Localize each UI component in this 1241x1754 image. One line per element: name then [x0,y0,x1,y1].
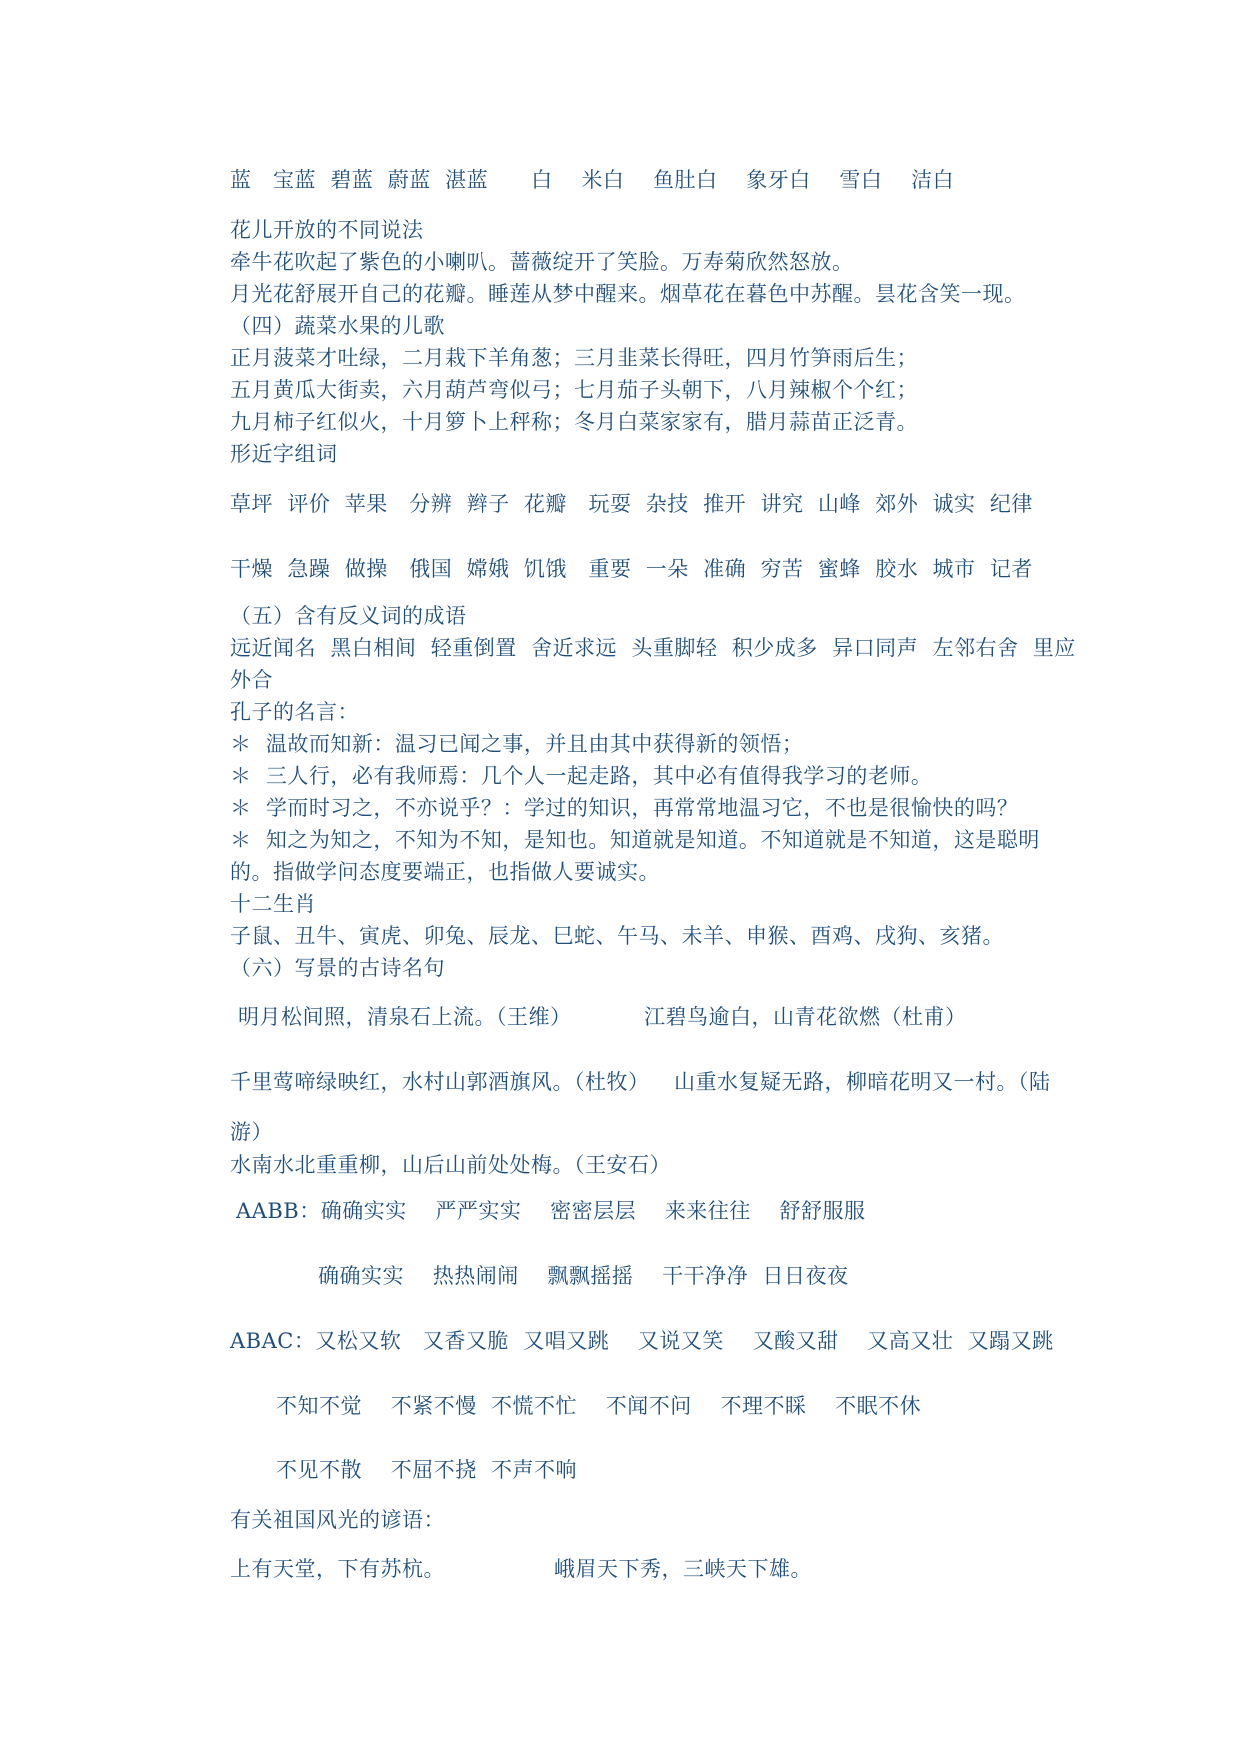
text-line: 正月菠菜才吐绿，二月栽下羊角葱；三月韭菜长得旺，四月竹笋雨后生； [230,346,918,370]
text-line: 九月柿子红似火，十月箩卜上秤称；冬月白菜家家有，腊月蒜苗正泛青。 [230,410,918,434]
text-line: 月光花舒展开自己的花瓣。睡莲从梦中醒来。烟草花在暮色中苏醒。昙花含笑一现。 [230,282,1026,306]
proverb-line: 峨眉天下秀，三峡天下雄。 [554,1557,812,1581]
aabb-words-line: 确确实实 热热闹闹 飘飘摇摇 干干净净 日日夜夜 [318,1264,849,1288]
abac-words-line: 不知不觉 不紧不慢 不慌不忙 不闻不问 不理不睬 不眠不休 [276,1394,922,1418]
section-heading-6: （六）写景的古诗名句 [230,956,445,980]
text-line: 五月黄瓜大街卖，六月葫芦弯似弓；七月茄子头朝下，八月辣椒个个红； [230,378,918,402]
idiom-line: 远近闻名 黑白相间 轻重倒置 舍近求远 头重脚轻 积少成多 异口同声 左邻右舍 里应 [230,636,1076,660]
poem-line: 明月松间照，清泉石上流。（王维） [238,1005,572,1029]
text-line: 牵牛花吹起了紫色的小喇叭。蔷薇绽开了笑脸。万寿菊欣然怒放。 [230,250,854,274]
section-heading-5: （五）含有反义词的成语 [230,604,467,628]
abac-words-line: ABAC：又松又软 又香又脆 又唱又跳 又说又笑 又酸又甜 又高又壮 又蹋又跳 [230,1329,1054,1353]
poem-line: 江碧鸟逾白，山青花欲燃（杜甫） [644,1005,967,1029]
poem-line: 山重水复疑无路，柳暗花明又一村。（陆 [674,1070,1051,1094]
abac-words-line: 不见不散 不屈不挠 不声不响 [276,1458,578,1482]
poem-line: 千里莺啼绿映红，水村山郭酒旗风。（杜牧） [230,1070,650,1094]
quote-item: ＊ 学而时习之，不亦说乎？：学过的知识，再常常地温习它，不也是很愉快的吗？ [230,796,1019,820]
poem-line-continued: 游） [230,1120,273,1144]
heading-similar-characters: 形近字组词 [230,442,338,466]
heading-confucius: 孔子的名言： [230,700,359,724]
quote-item: ＊ 三人行，必有我师焉：几个人一起走路，其中必有值得我学习的老师。 [230,764,933,788]
poem-line: 水南水北重重柳，山后山前处处梅。（王安石） [230,1153,671,1177]
section-heading-4: （四）蔬菜水果的儿歌 [230,314,445,338]
proverb-line: 上有天堂，下有苏杭。 [230,1557,445,1581]
aabb-words-line: AABB：确确实实 严严实实 密密层层 来来往往 舒舒服服 [236,1199,866,1223]
quote-item: ＊ 温故而知新：温习已闻之事，并且由其中获得新的领悟； [230,732,804,756]
heading-flower-blooming: 花儿开放的不同说法 [230,218,424,242]
heading-proverbs: 有关祖国风光的谚语： [230,1508,445,1532]
idiom-line-continued: 外合 [230,668,273,692]
word-group-line: 草坪 评价 苹果 分辨 辫子 花瓣 玩耍 杂技 推开 讲究 山峰 郊外 诚实 纪律 [230,492,1033,516]
zodiac-line: 子鼠、丑牛、寅虎、卯兔、辰龙、巳蛇、午马、未羊、申猴、酉鸡、戌狗、亥猪。 [230,924,1004,948]
color-words-line: 蓝 宝蓝 碧蓝 蔚蓝 湛蓝 白 米白 鱼肚白 象牙白 雪白 洁白 [230,168,955,192]
quote-item-continued: 的。指做学问态度要端正，也指做人要诚实。 [230,860,660,884]
quote-item: ＊ 知之为知之，不知为不知，是知也。知道就是知道。不知道就是不知道，这是聪明 [230,828,1040,852]
heading-zodiac: 十二生肖 [230,892,316,916]
word-group-line: 干燥 急躁 做操 俄国 嫦娥 饥饿 重要 一朵 准确 穷苦 蜜蜂 胶水 城市 记者 [230,557,1033,581]
